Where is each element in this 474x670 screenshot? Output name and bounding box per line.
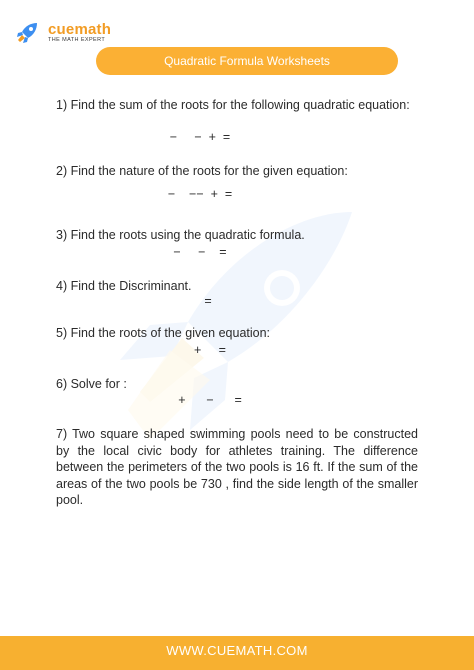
question-7-text: 7) Two square shaped swimming pools need to be constructed by the local civic body for athletes training. The difference between the perimeters of the two pools is 16 ft. If the sum of the areas of the two pools be 730 , find the side length of the smaller pool. — [56, 427, 418, 507]
question-4-text: 4) Find the Discriminant. — [56, 279, 192, 293]
worksheet-title: Quadratic Formula Worksheets — [96, 47, 398, 75]
footer-bar — [0, 636, 474, 670]
question-3-equation: − − = — [173, 245, 227, 259]
brand-name: cuemath — [48, 21, 112, 38]
question-1-text: 1) Find the sum of the roots for the following quadratic equation: — [56, 98, 410, 112]
footer-website-link[interactable]: WWW.CUEMATH.COM — [166, 643, 308, 658]
question-3-text: 3) Find the roots using the quadratic formula. — [56, 228, 305, 242]
question-6-equation: + − = — [178, 393, 242, 407]
brand-tagline: THE MATH EXPERT — [48, 37, 106, 43]
question-2-equation: − −− + = — [167, 187, 233, 201]
question-4-equation: = — [204, 294, 212, 308]
question-5-text: 5) Find the roots of the given equation: — [56, 326, 271, 340]
question-5-equation: + = — [194, 343, 226, 357]
question-6-text: 6) Solve for : — [56, 377, 127, 391]
question-2-text: 2) Find the nature of the roots for the given equation: — [56, 164, 348, 178]
question-1-equation: − − + = — [169, 130, 231, 144]
